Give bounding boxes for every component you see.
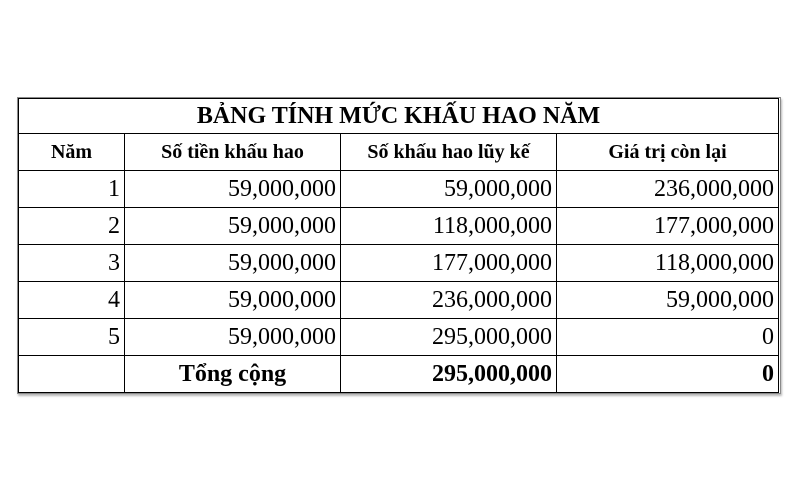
title-row — [19, 99, 779, 134]
year-cell: 5 — [19, 319, 125, 356]
header-year: Năm — [19, 134, 125, 171]
depreciation-table — [18, 98, 779, 393]
accumulated-cell: 59,000,000 — [341, 171, 557, 208]
year-cell: 4 — [19, 282, 125, 319]
accumulated-cell: 236,000,000 — [341, 282, 557, 319]
remaining-cell: 118,000,000 — [557, 245, 779, 282]
year-cell: 2 — [19, 208, 125, 245]
table-row — [19, 245, 779, 282]
table-row — [19, 282, 779, 319]
depreciation-cell: 59,000,000 — [125, 282, 341, 319]
depreciation-cell: 59,000,000 — [125, 245, 341, 282]
total-label: Tổng cộng — [125, 356, 341, 393]
remaining-cell: 59,000,000 — [557, 282, 779, 319]
header-accumulated-depreciation: Số khấu hao lũy kế — [341, 134, 557, 171]
header-remaining-value: Giá trị còn lại — [557, 134, 779, 171]
total-row — [19, 356, 779, 393]
total-accumulated: 295,000,000 — [341, 356, 557, 393]
table-row — [19, 208, 779, 245]
depreciation-table-container — [17, 97, 781, 394]
depreciation-cell: 59,000,000 — [125, 319, 341, 356]
table-row — [19, 171, 779, 208]
remaining-cell: 177,000,000 — [557, 208, 779, 245]
accumulated-cell: 295,000,000 — [341, 319, 557, 356]
table-title: BẢNG TÍNH MỨC KHẤU HAO NĂM — [19, 99, 779, 134]
year-cell: 3 — [19, 245, 125, 282]
year-cell: 1 — [19, 171, 125, 208]
table-row — [19, 319, 779, 356]
remaining-cell: 0 — [557, 319, 779, 356]
header-depreciation-amount: Số tiền khấu hao — [125, 134, 341, 171]
remaining-cell: 236,000,000 — [557, 171, 779, 208]
accumulated-cell: 118,000,000 — [341, 208, 557, 245]
depreciation-cell: 59,000,000 — [125, 171, 341, 208]
accumulated-cell: 177,000,000 — [341, 245, 557, 282]
total-remaining: 0 — [557, 356, 779, 393]
depreciation-cell: 59,000,000 — [125, 208, 341, 245]
total-empty-cell — [19, 356, 125, 393]
header-row — [19, 134, 779, 171]
